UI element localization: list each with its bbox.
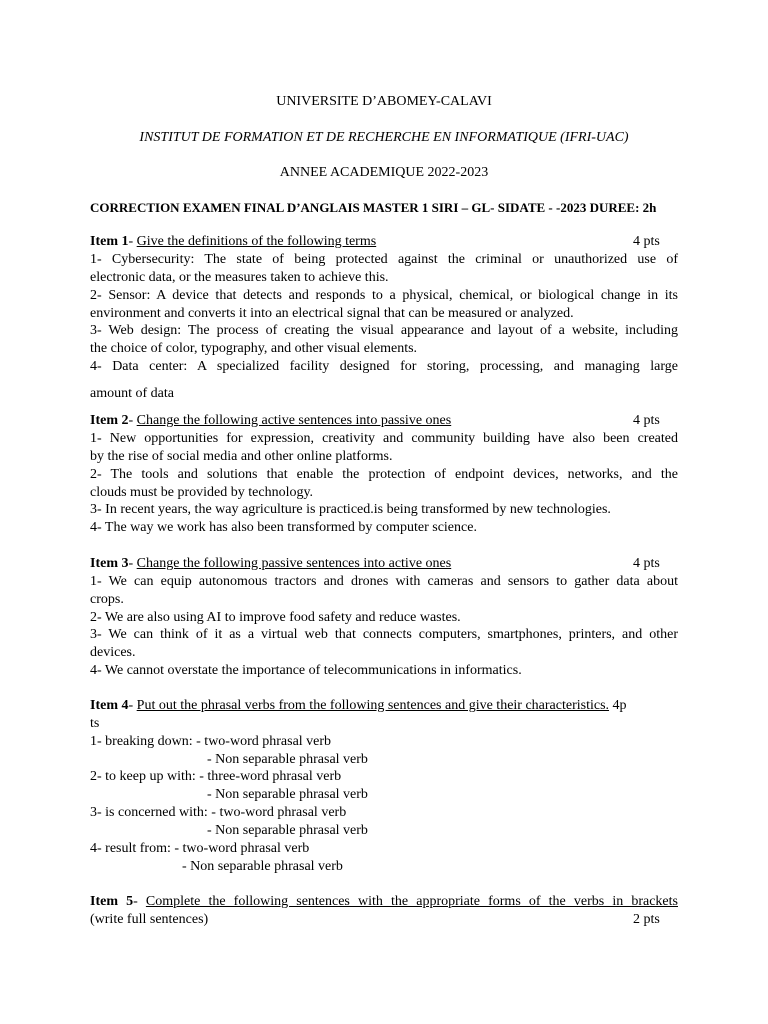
item3-line1: 1- We can equip autonomous tractors and drones with cameras and sensors to gather data about — [90, 574, 678, 589]
item2-points: 4 pts — [633, 413, 660, 428]
item4-line3: 3- is concerned with: - two-word phrasal verb — [90, 805, 347, 820]
item4-line2: 2- to keep up with: - three-word phrasal verb — [90, 769, 342, 784]
item3-line3: 2- We are also using AI to improve food safety and reduce wastes. — [90, 610, 461, 625]
item4-line4: 4- result from: - two-word phrasal verb — [90, 841, 310, 856]
item2-line4: clouds must be provided by technology. — [90, 485, 314, 500]
item3-label: Item 3 — [90, 556, 129, 571]
item5-line2: (write full sentences) — [90, 912, 209, 927]
exam-title: CORRECTION EXAMEN FINAL D’ANGLAIS MASTER 1 SIRI – GL- SIDATE - -2023 DUREE: 2h — [90, 200, 657, 215]
item2-line6: 4- The way we work has also been transformed by computer science. — [90, 520, 477, 535]
item4-line3-detail: - Non separable phrasal verb — [207, 823, 368, 838]
item4-instruction: Put out the phrasal verbs from the following sentences and give their characteristics. — [136, 698, 610, 713]
item1-line2: electronic data, or the measures taken to achieve this. — [90, 270, 389, 285]
item3-line4: 3- We can think of it as a virtual web that connects computers, smartphones, printers, and other — [90, 627, 678, 642]
item3-line5: devices. — [90, 645, 136, 660]
item4-heading — [90, 697, 627, 715]
university-name: UNIVERSITE D’ABOMEY-CALAVI — [276, 94, 492, 109]
item2-line2: by the rise of social media and other online platforms. — [90, 449, 393, 464]
item2-instruction: Change the following active sentences into passive ones — [136, 413, 452, 428]
item4-points-wrap: ts — [90, 716, 100, 731]
item4-line1: 1- breaking down: - two-word phrasal verb — [90, 734, 332, 749]
item1-line5: 3- Web design: The process of creating the visual appearance and layout of a website, including — [90, 323, 678, 338]
item1-dash: - — [128, 234, 137, 249]
item1-line6: the choice of color, typography, and other visual elements. — [90, 341, 418, 356]
item1-points: 4 pts — [633, 234, 660, 249]
item3-line2: crops. — [90, 592, 124, 607]
item1-instruction: Give the definitions of the following terms — [136, 234, 377, 249]
item1-heading — [90, 233, 376, 251]
item1-line3: 2- Sensor: A device that detects and responds to a physical, chemical, or biological change in its — [90, 288, 678, 303]
item5-label: Item 5 — [90, 894, 134, 909]
item4-dash: - — [128, 698, 137, 713]
item2-line5: 3- In recent years, the way agriculture is practiced.is being transformed by new technologies. — [90, 502, 611, 517]
item4-line4-detail: - Non separable phrasal verb — [182, 859, 343, 874]
item1-label: Item 1 — [90, 234, 129, 249]
item3-points: 4 pts — [633, 556, 660, 571]
item5-heading — [90, 893, 678, 911]
item1-line1: 1- Cybersecurity: The state of being protected against the criminal or unauthorized use of — [90, 252, 678, 267]
item1-line4: environment and converts it into an electrical signal that can be measured or analyzed. — [90, 306, 574, 321]
item4-line2-detail: - Non separable phrasal verb — [207, 787, 368, 802]
item2-heading — [90, 412, 451, 430]
item3-heading — [90, 555, 451, 573]
institute-name: INSTITUT DE FORMATION ET DE RECHERCHE EN INFORMATIQUE (IFRI-UAC) — [139, 130, 629, 145]
item5-dash: - — [133, 894, 146, 909]
item3-line6: 4- We cannot overstate the importance of telecommunications in informatics. — [90, 663, 522, 678]
item3-dash: - — [128, 556, 137, 571]
item5-points: 2 pts — [633, 912, 660, 927]
item3-instruction: Change the following passive sentences into active ones — [136, 556, 452, 571]
item4-label: Item 4 — [90, 698, 129, 713]
item1-line8: amount of data — [90, 386, 174, 401]
item2-label: Item 2 — [90, 413, 129, 428]
item5-instruction: Complete the following sentences with the appropriate forms of the verbs in brackets — [145, 894, 678, 909]
item2-line3: 2- The tools and solutions that enable the protection of endpoint devices, networks, and the — [90, 467, 678, 482]
item2-line1: 1- New opportunities for expression, creativity and community building have also been created — [90, 431, 678, 446]
item4-line1-detail: - Non separable phrasal verb — [207, 752, 368, 767]
item1-line7: 4- Data center: A specialized facility designed for storing, processing, and managing large — [90, 359, 678, 374]
item4-points: 4p — [609, 698, 627, 713]
item2-dash: - — [128, 413, 137, 428]
academic-year: ANNEE ACADEMIQUE 2022-2023 — [279, 165, 489, 180]
